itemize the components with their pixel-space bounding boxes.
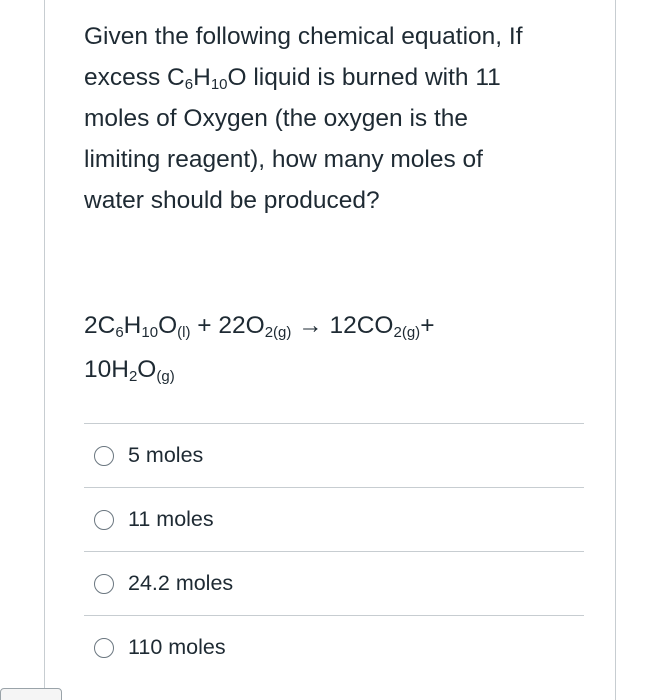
answer-label: 24.2 moles	[128, 571, 234, 595]
equation-line-2: $10H_2O_{(g)}$	[84, 356, 175, 385]
partial-button[interactable]	[0, 688, 62, 700]
radio-button[interactable]	[94, 638, 114, 658]
question-text	[84, 16, 594, 221]
answer-option[interactable]	[84, 615, 584, 679]
question-line: water should be produced?	[84, 187, 380, 214]
question-line: Given the following chemical equation, If	[84, 23, 523, 50]
chemical-equation	[84, 304, 594, 392]
radio-button[interactable]	[94, 510, 114, 530]
answer-label: 5 moles	[128, 443, 204, 467]
question-line: excess $C_6H_{10}O$ liquid is burned with 11	[84, 64, 501, 93]
answer-label: 110 moles	[128, 635, 226, 659]
answer-option[interactable]	[84, 487, 584, 551]
radio-button[interactable]	[94, 574, 114, 594]
answer-option[interactable]	[84, 551, 584, 615]
question-line: limiting reagent), how many moles of	[84, 146, 483, 173]
radio-button[interactable]	[94, 446, 114, 466]
answer-label: 11 moles	[128, 507, 214, 531]
question-line: moles of Oxygen (the oxygen is the	[84, 105, 469, 132]
equation-line-1: $2C_6H_{10}O_{(l)} + 22O_{2(g)} \to 12CO_{2(g)}+$	[84, 312, 435, 341]
answer-option[interactable]	[84, 423, 584, 487]
answer-list	[84, 423, 584, 679]
